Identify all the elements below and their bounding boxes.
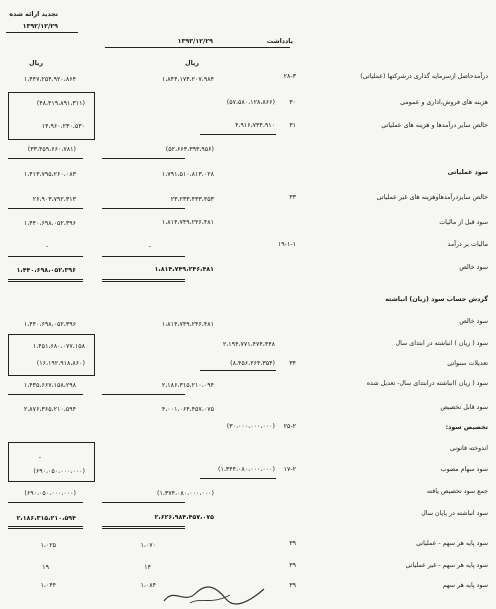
current-value: ۲،۱۸۶،۳۱۵،۲۱۰،۰۹۴ [161,382,214,389]
row-label: سود انباشته در پایان سال [421,510,488,517]
hand-drawn-box [8,442,95,482]
hand-drawn-box [8,92,95,140]
prior-value: ۲۶،۹۰۳،۷۹۲،۳۱۳ [32,196,76,203]
current-inner-value: (۵۷،۵۸۰،۱۲۸،۸۶۶) [226,99,275,106]
row-label: سود عملیاتی [447,169,488,176]
total-double-rule [8,526,83,529]
current-value: ۱،۸۱۴،۷۴۹،۲۴۶،۴۸۱ [161,321,214,328]
current-value: ۱،۷۹۱،۵۱۰،۸۱۳،۰۲۸ [161,171,214,178]
subtotal-rule [102,502,185,503]
row-note: ۳۹ [289,540,296,547]
row-label: سود قبل از مالیات [439,219,488,226]
subtotal-rule [200,370,276,371]
restated-label: تجدید ارائه شده [9,11,58,18]
prior-inner-value: (۱۶،۱۹۲،۹۱۸،۸۶۰) [36,360,85,367]
prior-value: ۱۹ [42,564,49,571]
prior-year-date: ۱۳۹۲/۱۲/۲۹ [22,23,58,30]
prior-value: ۱،۴۱۳،۷۹۵،۲۶۰،۰۸۳ [23,171,76,178]
row-label: سود پایه هر سهم - عملیاتی [416,540,488,547]
row-label: خالص سایردرآمدهاوهزینه های غیر عملیاتی [376,194,488,201]
current-value: - [148,243,151,250]
row-note: ۳۹ [289,582,296,589]
prior-value: ۲،۸۷۶،۳۶۵،۲۱۰،۵۹۴ [23,406,76,413]
current-value: ۱۴ [144,564,151,571]
current-value: ۴،۰۰۱،۰۶۴،۴۵۷،۰۷۵ [161,406,214,413]
current-value: ۲،۶۲۶،۹۸۴،۴۵۷،۰۷۵ [154,514,214,521]
current-value: ۱،۸۱۴،۷۴۹،۲۴۶،۴۸۱ [161,219,214,226]
prior-value: ۱،۴۴۰،۶۹۸،۰۵۲،۳۹۶ [23,321,76,328]
prior-inner-value: (۶۹۰،۰۵۰،۰۰۰،۰۰۰) [33,468,85,475]
current-inner-value: (۸،۴۵۶،۲۶۴،۳۵۴) [230,360,275,367]
row-note: ۱۹-۱-۱ [277,241,296,248]
prior-value: (۶۹۰،۰۵۰،۰۰۰،۰۰۰) [24,490,76,497]
prior-inner-value: ۱۴،۹۶۰،۲۳۰،۵۳۰ [41,123,85,130]
current-currency-label: ریال [185,60,199,67]
row-label: سود پایه هر سهم [442,582,488,589]
prior-currency-label: ریال [29,60,43,67]
current-inner-value: (۳۰،۰۰۰،۰۰۰،۰۰۰) [226,423,275,430]
subtotal-rule [102,208,185,209]
current-value: ۱،۰۷۰ [140,542,156,549]
retained-earnings-title: گردش حساب سود (زیان) انباشته [385,296,488,303]
current-value: ۱،۰۸۴ [140,582,156,589]
subtotal-rule [8,256,83,257]
prior-value: - [45,243,48,250]
hand-drawn-box [8,334,95,376]
subtotal-rule [102,394,185,395]
row-note: ۱۷-۲ [283,466,296,473]
prior-value: ۱،۴۴۰،۶۹۸،۰۵۲،۳۹۶ [23,220,76,227]
row-label: هزینه های فروش،اداری و عمومی [400,99,488,106]
row-note: ۳۱ [289,122,296,129]
subtotal-rule [102,256,185,257]
current-inner-value: ۴،۹۱۶،۷۳۴،۹۱۰ [235,122,275,129]
current-value: ۲۳،۲۳۳،۴۳۳،۴۵۳ [170,196,214,203]
subtotal-rule [200,134,276,135]
net-profit-current: ۱،۸۱۴،۷۴۹،۲۴۶،۴۸۱ [154,266,214,273]
current-inner-value: (۱،۳۴۴،۰۸۰،۰۰۰،۰۰۰) [217,466,275,473]
total-double-rule [102,526,185,529]
prior-value: ۲،۱۸۶،۳۱۵،۲۱۰،۵۹۴ [16,515,76,522]
current-value: (۵۲،۶۶۳،۳۹۳،۹۵۶) [165,146,214,153]
subtotal-rule [8,208,83,209]
signature-icon [160,583,270,607]
row-label: سود خالص [459,264,488,271]
current-value: (۱،۳۷۴،۰۸۰،۰۰۰،۰۰۰) [156,490,214,497]
subtotal-rule [8,502,83,503]
note-column-header: یادداشت [266,38,293,45]
row-label: خالص سایر درآمدها و هزینه های عملیاتی [381,122,488,129]
prior-value: ۱،۰۲۵ [40,542,56,549]
appropriation-heading: تخصیص سود: [445,424,488,431]
subtotal-rule [200,478,276,479]
prior-value: ۱،۰۴۴ [40,582,56,589]
row-label: سود قابل تخصیص [440,404,488,411]
prior-inner-value: (۴۸،۴۱۹،۸۹۱،۳۱۱) [36,100,85,107]
row-note: ۲۸-۳ [283,73,296,80]
subtotal-rule [8,394,83,395]
net-profit-prior: ۱،۴۴۰،۶۹۸،۰۵۲،۳۹۶ [16,267,76,274]
row-label: تعدیلات سنواتی [447,360,488,367]
prior-value: ۱،۴۴۷،۲۵۴،۹۲۰،۸۶۴ [23,76,76,83]
row-label: سود پایه هر سهم - غیر عملیاتی [405,562,488,569]
subtotal-rule [8,158,83,159]
subtotal-rule [102,158,185,159]
current-value: ۱،۸۴۴،۱۷۴،۲۰۷،۹۸۴ [161,76,214,83]
prior-inner-value: ۱،۴۵۱،۶۸۰،۰۷۷،۱۵۸ [32,343,85,350]
row-label: اندوخته قانونی [450,445,488,452]
current-inner-value: ۲،۱۹۴،۷۷۱،۴۷۴،۴۴۸ [222,341,275,348]
total-double-rule [8,279,83,282]
prior-value: ۱،۴۳۵،۶۶۷،۱۵۸،۲۹۸ [23,382,76,389]
row-label: سود ( زیان )انباشته درابتدای سال- تعدیل شده [366,380,488,387]
prior-value: (۳۳،۴۵۹،۶۶۰،۷۸۱) [27,146,76,153]
prior-inner-value: - [38,454,41,461]
row-label: سود سهام مصوب [440,466,488,473]
row-label: درآمدحاصل ازسرمایه گذاری درشرکتها (عملیاتی) [360,73,488,80]
header-rule-current [105,47,290,48]
row-note: ۲۵-۲ [283,423,296,430]
row-label: سود ( زیان ) انباشته در ابتدای سال [395,340,488,347]
row-note: ۳۴ [289,360,296,367]
total-double-rule [102,279,185,282]
current-year-date: ۱۳۹۳/۱۲/۲۹ [177,38,213,45]
row-note: ۳۰ [289,99,296,106]
row-label: سود خالص [459,318,488,325]
row-note: ۳۳ [289,194,296,201]
header-rule-prior [6,32,78,33]
row-note: ۳۹ [289,562,296,569]
row-label: جمع سود تخصیص یافته [426,488,488,495]
row-label: مالیات بر درآمد [447,241,488,248]
